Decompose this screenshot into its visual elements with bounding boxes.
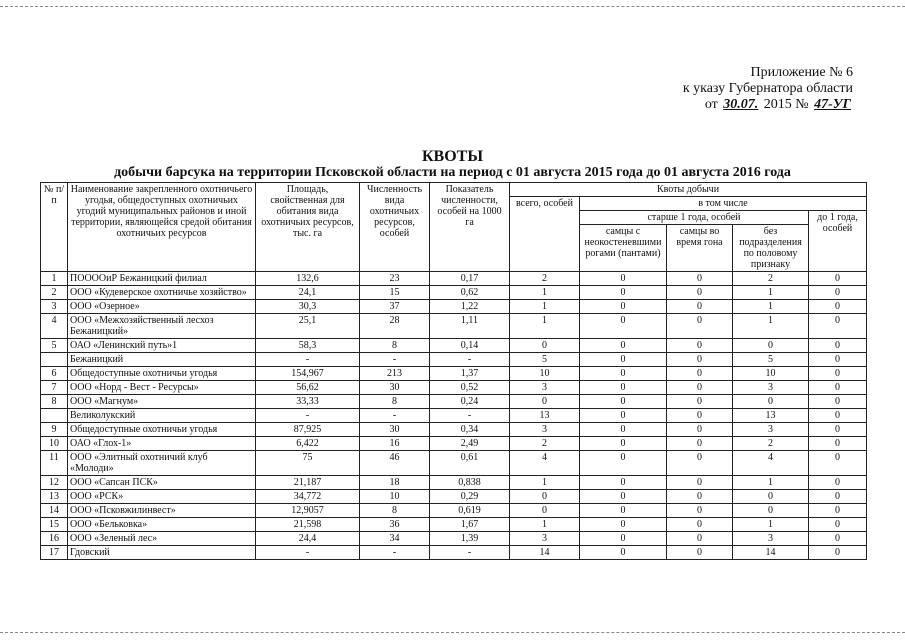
- cell-males-rut: 0: [667, 437, 733, 451]
- cell-total: 3: [510, 423, 580, 437]
- cell-name: ООО «РСК»: [68, 490, 256, 504]
- cell-density: 0,34: [430, 423, 510, 437]
- table-row: [41, 504, 867, 518]
- cell-young: 0: [809, 409, 867, 423]
- table-row: [41, 451, 867, 476]
- table-row: [41, 339, 867, 353]
- cell-name: Гдовский: [68, 546, 256, 560]
- cell-num: 6: [41, 367, 68, 381]
- cell-total: 13: [510, 409, 580, 423]
- cell-population: 37: [360, 300, 430, 314]
- cell-density: 2,49: [430, 437, 510, 451]
- cell-population: 36: [360, 518, 430, 532]
- header-name: Наименование закрепленного охотничьего угодья, общедоступных охотничьих угодий муниципальных районов и иной территории, являющейся средой обитания охотничьих ресурсов: [68, 183, 256, 272]
- cell-no-sex: 10: [733, 367, 809, 381]
- cell-density: 0,838: [430, 476, 510, 490]
- table-row: [41, 476, 867, 490]
- cell-males-rut: 0: [667, 314, 733, 339]
- cell-young: 0: [809, 437, 867, 451]
- cell-num: 12: [41, 476, 68, 490]
- cell-area: 30,3: [256, 300, 360, 314]
- scan-top-edge: [0, 6, 905, 7]
- cell-num: 7: [41, 381, 68, 395]
- cell-males-rut: 0: [667, 339, 733, 353]
- cell-num: 8: [41, 395, 68, 409]
- cell-no-sex: 5: [733, 353, 809, 367]
- cell-density: 1,39: [430, 532, 510, 546]
- table-row: [41, 381, 867, 395]
- cell-males-rut: 0: [667, 532, 733, 546]
- cell-total: 1: [510, 286, 580, 300]
- cell-population: 8: [360, 504, 430, 518]
- cell-area: 24,4: [256, 532, 360, 546]
- cell-density: 0,14: [430, 339, 510, 353]
- cell-no-sex: 1: [733, 300, 809, 314]
- table-row: [41, 272, 867, 286]
- cell-name: ПОООOиР Бежаницкий филиал: [68, 272, 256, 286]
- cell-young: 0: [809, 272, 867, 286]
- header-area: Площадь, свойственная для обитания вида охотничьих ресурсов, тыс. га: [256, 183, 360, 272]
- cell-name: ООО «Псковжилинвест»: [68, 504, 256, 518]
- table-row: [41, 546, 867, 560]
- cell-num: 13: [41, 490, 68, 504]
- cell-no-sex: 3: [733, 532, 809, 546]
- cell-num: 1: [41, 272, 68, 286]
- table-row: [41, 532, 867, 546]
- cell-name: ООО «Сапсан ПСК»: [68, 476, 256, 490]
- cell-males-antlers: 0: [580, 451, 667, 476]
- cell-name: ООО «Норд - Вест - Ресурсы»: [68, 381, 256, 395]
- cell-males-antlers: 0: [580, 272, 667, 286]
- cell-num: 2: [41, 286, 68, 300]
- cell-name: ООО «Бельковка»: [68, 518, 256, 532]
- document-subtitle: добычи барсука на территории Псковской области на период с 01 августа 2015 года до 01 августа 2016 года: [114, 165, 791, 180]
- header-young: до 1 года, особей: [809, 211, 867, 272]
- cell-males-rut: 0: [667, 476, 733, 490]
- cell-males-rut: 0: [667, 395, 733, 409]
- table-body: [41, 272, 867, 560]
- cell-name: Общедоступные охотничьи угодья: [68, 367, 256, 381]
- appendix-line1: Приложение № 6: [750, 65, 853, 80]
- cell-males-rut: 0: [667, 518, 733, 532]
- header-no-sex: без подразделения по половому признаку: [733, 225, 809, 272]
- cell-num: 9: [41, 423, 68, 437]
- cell-total: 0: [510, 490, 580, 504]
- cell-total: 1: [510, 518, 580, 532]
- cell-area: 6,422: [256, 437, 360, 451]
- cell-area: 21,598: [256, 518, 360, 532]
- cell-total: 1: [510, 476, 580, 490]
- cell-name: ОАО «Глох-1»: [68, 437, 256, 451]
- cell-young: 0: [809, 423, 867, 437]
- cell-total: 4: [510, 451, 580, 476]
- date-prefix: от: [704, 97, 718, 112]
- cell-area: 21,187: [256, 476, 360, 490]
- cell-males-rut: 0: [667, 423, 733, 437]
- table-row: [41, 395, 867, 409]
- cell-total: 2: [510, 272, 580, 286]
- cell-num: 14: [41, 504, 68, 518]
- cell-total: 14: [510, 546, 580, 560]
- cell-males-rut: 0: [667, 286, 733, 300]
- cell-males-antlers: 0: [580, 353, 667, 367]
- cell-young: 0: [809, 314, 867, 339]
- cell-num: 5: [41, 339, 68, 353]
- cell-males-antlers: 0: [580, 490, 667, 504]
- cell-area: -: [256, 546, 360, 560]
- cell-name: ООО «Озерное»: [68, 300, 256, 314]
- cell-population: 46: [360, 451, 430, 476]
- appendix-date-line: [593, 97, 853, 113]
- cell-num: 17: [41, 546, 68, 560]
- cell-males-antlers: 0: [580, 423, 667, 437]
- table-row: [41, 423, 867, 437]
- cell-total: 3: [510, 532, 580, 546]
- cell-population: 8: [360, 395, 430, 409]
- cell-density: 1,37: [430, 367, 510, 381]
- scan-bottom-edge: [0, 632, 905, 633]
- cell-young: 0: [809, 286, 867, 300]
- cell-total: 3: [510, 381, 580, 395]
- cell-num: [41, 409, 68, 423]
- cell-population: -: [360, 546, 430, 560]
- cell-density: 1,11: [430, 314, 510, 339]
- table-row: [41, 409, 867, 423]
- cell-males-rut: 0: [667, 300, 733, 314]
- cell-males-rut: 0: [667, 409, 733, 423]
- cell-males-antlers: 0: [580, 532, 667, 546]
- header-older: старше 1 года, особей: [580, 211, 809, 225]
- cell-young: 0: [809, 395, 867, 409]
- cell-population: 28: [360, 314, 430, 339]
- cell-total: 2: [510, 437, 580, 451]
- cell-density: 0,29: [430, 490, 510, 504]
- cell-name: Общедоступные охотничьи угодья: [68, 423, 256, 437]
- table-row: [41, 367, 867, 381]
- cell-young: 0: [809, 353, 867, 367]
- cell-total: 1: [510, 300, 580, 314]
- cell-no-sex: 1: [733, 476, 809, 490]
- cell-males-rut: 0: [667, 353, 733, 367]
- table-row: [41, 286, 867, 300]
- cell-area: 154,967: [256, 367, 360, 381]
- cell-name: ОАО «Ленинский путь»1: [68, 339, 256, 353]
- cell-males-antlers: 0: [580, 546, 667, 560]
- header-num: № п/п: [41, 183, 68, 272]
- cell-num: 4: [41, 314, 68, 339]
- cell-total: 10: [510, 367, 580, 381]
- cell-males-rut: 0: [667, 546, 733, 560]
- cell-density: 1,22: [430, 300, 510, 314]
- cell-num: 16: [41, 532, 68, 546]
- cell-no-sex: 2: [733, 437, 809, 451]
- cell-young: 0: [809, 518, 867, 532]
- cell-area: 56,62: [256, 381, 360, 395]
- cell-males-antlers: 0: [580, 437, 667, 451]
- cell-area: 34,772: [256, 490, 360, 504]
- cell-total: 0: [510, 395, 580, 409]
- cell-population: 15: [360, 286, 430, 300]
- cell-males-antlers: 0: [580, 381, 667, 395]
- cell-no-sex: 0: [733, 504, 809, 518]
- cell-density: 0,24: [430, 395, 510, 409]
- cell-no-sex: 1: [733, 518, 809, 532]
- cell-no-sex: 4: [733, 451, 809, 476]
- cell-name: ООО «Кудеверское охотничье хозяйство»: [68, 286, 256, 300]
- cell-num: 10: [41, 437, 68, 451]
- cell-males-rut: 0: [667, 490, 733, 504]
- cell-area: 87,925: [256, 423, 360, 437]
- cell-males-rut: 0: [667, 504, 733, 518]
- cell-young: 0: [809, 339, 867, 353]
- header-population: Численность вида охотничьих ресурсов, особей: [360, 183, 430, 272]
- cell-area: 132,6: [256, 272, 360, 286]
- cell-no-sex: 1: [733, 314, 809, 339]
- cell-num: 15: [41, 518, 68, 532]
- cell-total: 5: [510, 353, 580, 367]
- header-males-antlers: самцы с неокостеневшими рогами (пантами): [580, 225, 667, 272]
- cell-density: 0,62: [430, 286, 510, 300]
- cell-population: -: [360, 353, 430, 367]
- cell-young: 0: [809, 300, 867, 314]
- cell-num: 3: [41, 300, 68, 314]
- cell-young: 0: [809, 367, 867, 381]
- header-males-rut: самцы во время гона: [667, 225, 733, 272]
- cell-males-rut: 0: [667, 451, 733, 476]
- cell-no-sex: 0: [733, 490, 809, 504]
- cell-name: ООО «Зеленый лес»: [68, 532, 256, 546]
- table-row: [41, 518, 867, 532]
- cell-area: 12,9057: [256, 504, 360, 518]
- cell-population: 30: [360, 381, 430, 395]
- cell-young: 0: [809, 546, 867, 560]
- cell-no-sex: 2: [733, 272, 809, 286]
- cell-males-antlers: 0: [580, 286, 667, 300]
- cell-name: Великолукский: [68, 409, 256, 423]
- cell-males-antlers: 0: [580, 518, 667, 532]
- cell-males-antlers: 0: [580, 476, 667, 490]
- cell-total: 0: [510, 504, 580, 518]
- date-year: 2015 №: [763, 97, 809, 112]
- cell-area: 58,3: [256, 339, 360, 353]
- cell-name: ООО «Межхозяйственный лесхоз Бежаницкий»: [68, 314, 256, 339]
- cell-young: 0: [809, 451, 867, 476]
- document-title: КВОТЫ: [421, 148, 484, 165]
- cell-males-antlers: 0: [580, 314, 667, 339]
- cell-population: 213: [360, 367, 430, 381]
- cell-males-rut: 0: [667, 367, 733, 381]
- cell-young: 0: [809, 532, 867, 546]
- cell-area: -: [256, 409, 360, 423]
- cell-no-sex: 0: [733, 395, 809, 409]
- cell-density: -: [430, 546, 510, 560]
- table-row: [41, 300, 867, 314]
- cell-population: 8: [360, 339, 430, 353]
- cell-area: 75: [256, 451, 360, 476]
- cell-population: 10: [360, 490, 430, 504]
- appendix-block: [593, 65, 853, 113]
- cell-density: 0,619: [430, 504, 510, 518]
- cell-young: 0: [809, 490, 867, 504]
- cell-population: 34: [360, 532, 430, 546]
- cell-population: 30: [360, 423, 430, 437]
- cell-area: 33,33: [256, 395, 360, 409]
- cell-num: 11: [41, 451, 68, 476]
- cell-density: -: [430, 353, 510, 367]
- quota-table: [40, 182, 867, 560]
- cell-total: 0: [510, 339, 580, 353]
- cell-males-antlers: 0: [580, 409, 667, 423]
- table-row: [41, 437, 867, 451]
- cell-density: -: [430, 409, 510, 423]
- table-row: [41, 314, 867, 339]
- cell-males-rut: 0: [667, 381, 733, 395]
- cell-no-sex: 0: [733, 339, 809, 353]
- cell-males-antlers: 0: [580, 395, 667, 409]
- cell-area: -: [256, 353, 360, 367]
- table-row: [41, 353, 867, 367]
- header-total: всего, особей: [510, 197, 580, 272]
- cell-area: 24,1: [256, 286, 360, 300]
- cell-males-antlers: 0: [580, 504, 667, 518]
- header-density: Показатель численности, особей на 1000 га: [430, 183, 510, 272]
- cell-males-antlers: 0: [580, 300, 667, 314]
- cell-young: 0: [809, 504, 867, 518]
- cell-young: 0: [809, 476, 867, 490]
- cell-young: 0: [809, 381, 867, 395]
- cell-name: Бежаницкий: [68, 353, 256, 367]
- cell-no-sex: 3: [733, 423, 809, 437]
- cell-density: 0,17: [430, 272, 510, 286]
- cell-population: 23: [360, 272, 430, 286]
- table-row: [41, 490, 867, 504]
- cell-males-rut: 0: [667, 272, 733, 286]
- cell-area: 25,1: [256, 314, 360, 339]
- cell-density: 0,61: [430, 451, 510, 476]
- cell-males-antlers: 0: [580, 367, 667, 381]
- cell-population: -: [360, 409, 430, 423]
- cell-no-sex: 3: [733, 381, 809, 395]
- handwritten-date: 30.07.: [723, 97, 759, 112]
- table-header: [41, 183, 867, 272]
- cell-no-sex: 13: [733, 409, 809, 423]
- cell-no-sex: 1: [733, 286, 809, 300]
- cell-density: 1,67: [430, 518, 510, 532]
- cell-no-sex: 14: [733, 546, 809, 560]
- cell-num: [41, 353, 68, 367]
- cell-density: 0,52: [430, 381, 510, 395]
- cell-name: ООО «Магнум»: [68, 395, 256, 409]
- handwritten-number: 47-УГ: [814, 97, 851, 112]
- appendix-line2: к указу Губернатора области: [682, 81, 853, 96]
- cell-males-antlers: 0: [580, 339, 667, 353]
- cell-name: ООО «Элитный охотничий клуб «Молоди»: [68, 451, 256, 476]
- cell-population: 18: [360, 476, 430, 490]
- cell-total: 1: [510, 314, 580, 339]
- header-including: в том числе: [580, 197, 867, 211]
- header-quotas: Квоты добычи: [510, 183, 867, 197]
- cell-population: 16: [360, 437, 430, 451]
